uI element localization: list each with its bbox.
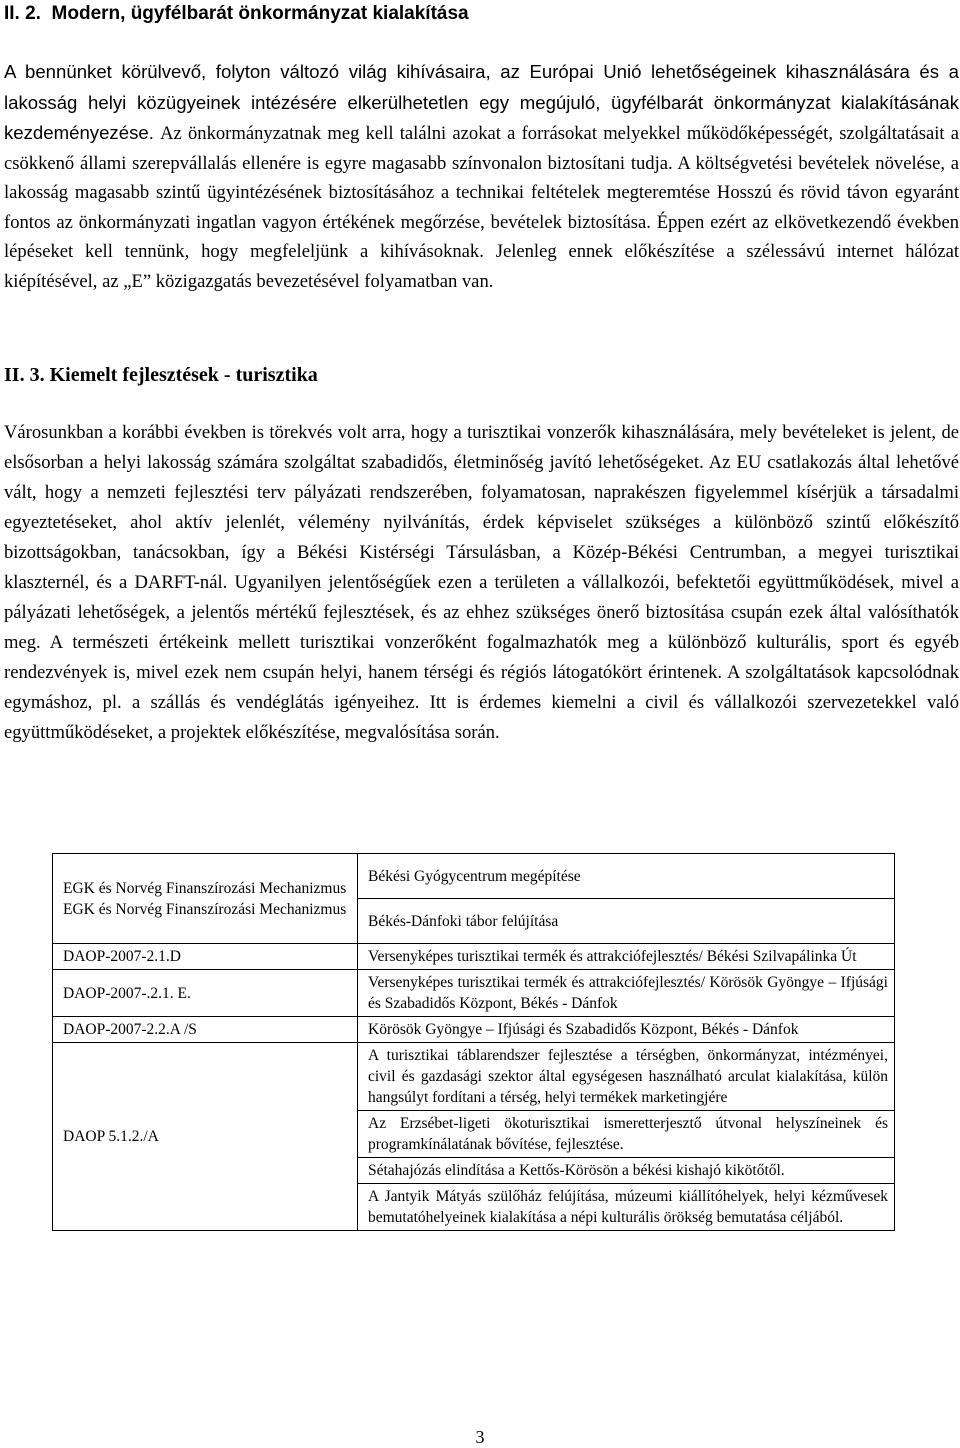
section-paragraph-tourism: Városunkban a korábbi években is törekvés volt arra, hogy a turisztikai vonzerők kihasználására, mely bevételeket is jelent, de elsősorban a helyi lakosság számára szolgáltat szabadidős, életminőség javító lehetőségeket. Az EU csatlakozás által lehetővé vált, hogy a nemzeti fejlesztési terv pályázati rendszerében, folyamatosan, naprakészen figyelemmel kísérjük a társadalmi egyeztetéseket, ahol aktív jelenlét, vélemény nyilvánítás, érdek képviselet szükséges a különböző szintű előkészítő bizottságokban, tanácsokban, így a Békési Kistérségi Társulásban, a Közép-Békési Centrumban, a megyei turisztikai klaszternél, és a DARFT-nál. Ugyanilyen jelentőségűek ezen a területen a vállalkozói, befektetői együttműködések, mivel a pályázati lehetőségek, a jelentős mértékű fejlesztések, és az ehhez szükséges önerő biztosítása csupán ezek által valósíthatók meg. A természeti értékeink mellett turisztikai vonzerőként fogalmazhatók meg a különböző kulturális, sport és egyéb rendezvények is, mivel ezek nem csupán helyi, hanem térségi és régiós látogatókört érintenek. A szolgáltatások kapcsolódnak egymáshoz, pl. a szállás és vendéglátás igényeihez. Itt is érdemes kiemelni a civil és vállalkozói szervezetekkel való együttműködéseket, a projektek előkészítése, megvalósítása során.: [4, 422, 959, 743]
table-cell-source: DAOP-2007-2.1.D: [53, 944, 358, 970]
table-cell-project: Sétahajózás elindítása a Kettős-Körösön a békési kishajó kikötőtől.: [358, 1158, 895, 1184]
table-cell-project: Versenyképes turisztikai termék és attrakciófejlesztés/ Körösök Gyöngye – Ifjúsági és Szabadidős Központ, Békés - Dánfok: [358, 970, 895, 1017]
section-number: II. 2.: [4, 3, 41, 24]
section-title: Kiemelt fejlesztések - turisztika: [49, 364, 318, 386]
table-cell-source: [53, 854, 358, 944]
source-text: EGK és Norvég Finanszírozási Mechanizmus: [63, 900, 347, 918]
table-cell-project: A turisztikai táblarendszer fejlesztése a térségben, önkormányzat, intézményei, civil és gazdasági szektor által egységesen használható arculat kialakítása, külön hangsúlyt fordítani a térség, helyi termékek marketingjére: [358, 1043, 895, 1111]
table-cell-project: Békési Gyógycentrum megépítése: [358, 854, 895, 899]
table-cell-source: DAOP-2007-2.2.A /S: [53, 1017, 358, 1043]
page-number: 3: [475, 1427, 485, 1447]
table-cell-source: DAOP-2007-.2.1. E.: [53, 970, 358, 1017]
source-text: EGK és Norvég Finanszírozási Mechanizmus: [63, 879, 347, 897]
table-cell-project: A Jantyik Mátyás szülőház felújítása, múzeumi kiállítóhelyek, helyi kézművesek bemutatóhelyeinek kialakítása a népi kulturális örökség bemutatása céljából.: [358, 1184, 895, 1231]
section-paragraph-municipality: [4, 57, 959, 296]
table-row: [53, 1043, 895, 1111]
table-cell-source: DAOP 5.1.2./A: [53, 1043, 358, 1231]
table-cell-project: Békés-Dánfoki tábor felújítása: [358, 899, 895, 944]
table-row: [53, 944, 895, 970]
section-heading-tourism: [4, 364, 944, 386]
table-row: [53, 1017, 895, 1043]
table-cell-project: Az Erzsébet-ligeti ökoturisztikai ismeretterjesztő útvonal helyszíneinek és programkínálatának bővítése, fejlesztése.: [358, 1111, 895, 1158]
table-cell-project: Körösök Gyöngye – Ifjúsági és Szabadidős Központ, Békés - Dánfok: [358, 1017, 895, 1043]
grant-projects-table: [52, 853, 895, 1231]
table-cell-project: Versenyképes turisztikai termék és attrakciófejlesztés/ Békési Szilvapálinka Út: [358, 944, 895, 970]
paragraph-lead: A bennünket körülvevő, folyton változó világ kihívásaira, az Európai Unió lehetőségeinek kihasználására és a lakosság helyi közügyeinek intézésére elkerülhetetlen egy megújuló, ügyfélbarát önkormányzat kialakításának kezdeményezése.: [4, 61, 959, 143]
section-heading-modern-municipality: [4, 4, 944, 24]
paragraph-body: Az önkormányzatnak meg kell találni azokat a forrásokat melyekkel működőképességét, szolgáltatásait a csökkenő állami szerepvállalás ellenére is egyre magasabb színvonalon biztosítani tudja. A költségvetési bevételek növelése, a lakosság magasabb szintű ügyintézésének biztosításához a technikai feltételek megteremtése Hosszú és rövid távon egyaránt fontos az önkormányzati ingatlan vagyon értékének megőrzése, bevételek biztosítása. Éppen ezért az elkövetkezendő években lépéseket kell tennünk, hogy megfeleljünk a kihívásoknak. Jelenleg ennek előkészítése a szélessávú internet hálózat kiépítésével, az „E” közigazgatás bevezetésével folyamatban van.: [4, 123, 959, 292]
section-title: Modern, ügyfélbarát önkormányzat kialakítása: [51, 3, 469, 24]
table-row: [53, 970, 895, 1017]
section-number: II. 3.: [4, 364, 45, 386]
table-row: [53, 854, 895, 899]
